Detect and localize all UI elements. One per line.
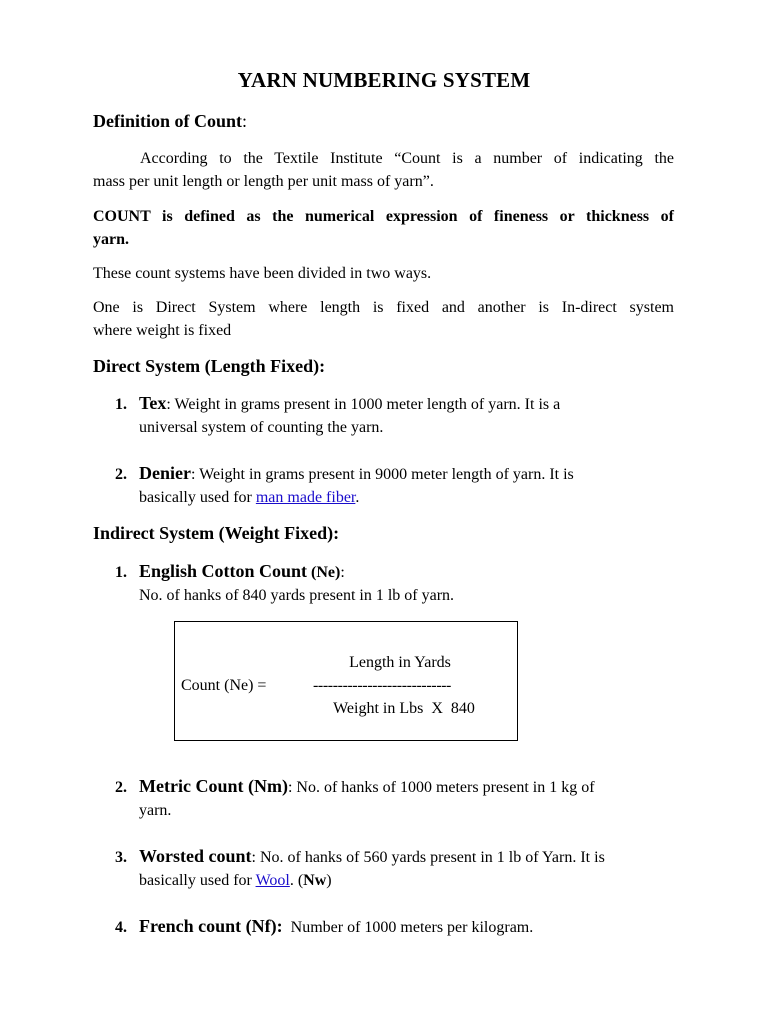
page-title: YARN NUMBERING SYSTEM: [237, 68, 531, 92]
list-item-number: 3.: [115, 849, 127, 866]
divided-paragraph: These count systems have been divided in two ways.: [93, 265, 432, 282]
definition-heading: [93, 111, 247, 132]
definition-heading-text: Definition of Count: [93, 111, 243, 131]
worsted-line2-end: ): [326, 872, 332, 889]
ne-colon: :: [340, 564, 345, 581]
tex-line2: universal system of counting the yarn.: [139, 419, 384, 436]
formula-numerator: Length in Yards: [349, 654, 451, 671]
nm-term: Metric Count (Nm): [139, 776, 288, 796]
nf-term: French count (Nf):: [139, 916, 283, 936]
definition-para1-line2: mass per unit length or length per unit mass of yarn”.: [93, 173, 434, 190]
worsted-term: Worsted count: [139, 846, 252, 866]
worsted-nw: Nw: [303, 872, 327, 889]
definition-para1-line1: According to the Textile Institute “Count is a number of indicating the: [140, 150, 674, 167]
list-item-number: 2.: [115, 779, 127, 796]
list-item-number: 1.: [115, 396, 127, 413]
count-definition-line2: yarn.: [93, 231, 129, 248]
definition-paragraph-1: [93, 147, 674, 193]
list-item-number: 4.: [115, 919, 127, 936]
denier-line2-end: .: [355, 489, 360, 506]
tex-line1: [139, 392, 674, 416]
ne-line1: [139, 560, 674, 584]
list-item-number: 2.: [115, 466, 127, 483]
count-definition-paragraph: [93, 205, 674, 251]
definition-heading-colon: :: [242, 111, 248, 131]
worsted-line2-text: basically used for: [139, 872, 256, 889]
systems-paragraph: [93, 296, 674, 342]
denier-desc: : Weight in grams present in 9000 meter length of yarn. It is: [190, 466, 574, 483]
wool-link[interactable]: Wool: [255, 872, 290, 889]
denier-term: Denier: [139, 463, 191, 483]
nm-line1: [139, 775, 674, 799]
worsted-line2: [139, 869, 674, 892]
nf-desc: Number of 1000 meters per kilogram.: [282, 919, 534, 936]
denier-line2-text: basically used for: [139, 489, 256, 506]
systems-para-line2: where weight is fixed: [93, 322, 232, 339]
list-item-number: 1.: [115, 564, 127, 581]
indirect-system-heading: Indirect System (Weight Fixed):: [93, 523, 340, 543]
direct-system-heading: Direct System (Length Fixed):: [93, 356, 326, 376]
formula-denominator: Weight in Lbs X 840: [333, 700, 475, 717]
formula-lhs: Count (Ne) =: [181, 677, 267, 694]
denier-line1: [139, 462, 674, 486]
nf-line1: [139, 915, 674, 939]
man-made-fiber-link[interactable]: man made fiber: [255, 489, 356, 506]
ne-term: English Cotton Count: [139, 561, 308, 581]
worsted-line1: [139, 845, 674, 869]
worsted-desc: : No. of hanks of 560 yards present in 1 lb of Yarn. It is: [251, 849, 605, 866]
formula-divider: ----------------------------: [313, 677, 451, 694]
systems-para-line1: One is Direct System where length is fixed and another is In-direct system: [93, 299, 674, 316]
count-definition-line1: COUNT is defined as the numerical expression of fineness or thickness of: [93, 208, 674, 225]
nm-desc: : No. of hanks of 1000 meters present in 1 kg of: [287, 779, 595, 796]
nm-line2: yarn.: [139, 802, 172, 819]
ne-suffix: (Ne): [307, 564, 341, 581]
formula-box: [174, 621, 518, 741]
ne-line2: No. of hanks of 840 yards present in 1 lb of yarn.: [139, 587, 455, 604]
tex-desc: : Weight in grams present in 1000 meter length of yarn. It is a: [166, 396, 561, 413]
worsted-line2-mid: . (: [289, 872, 304, 889]
tex-term: Tex: [139, 393, 167, 413]
denier-line2: [139, 486, 674, 509]
